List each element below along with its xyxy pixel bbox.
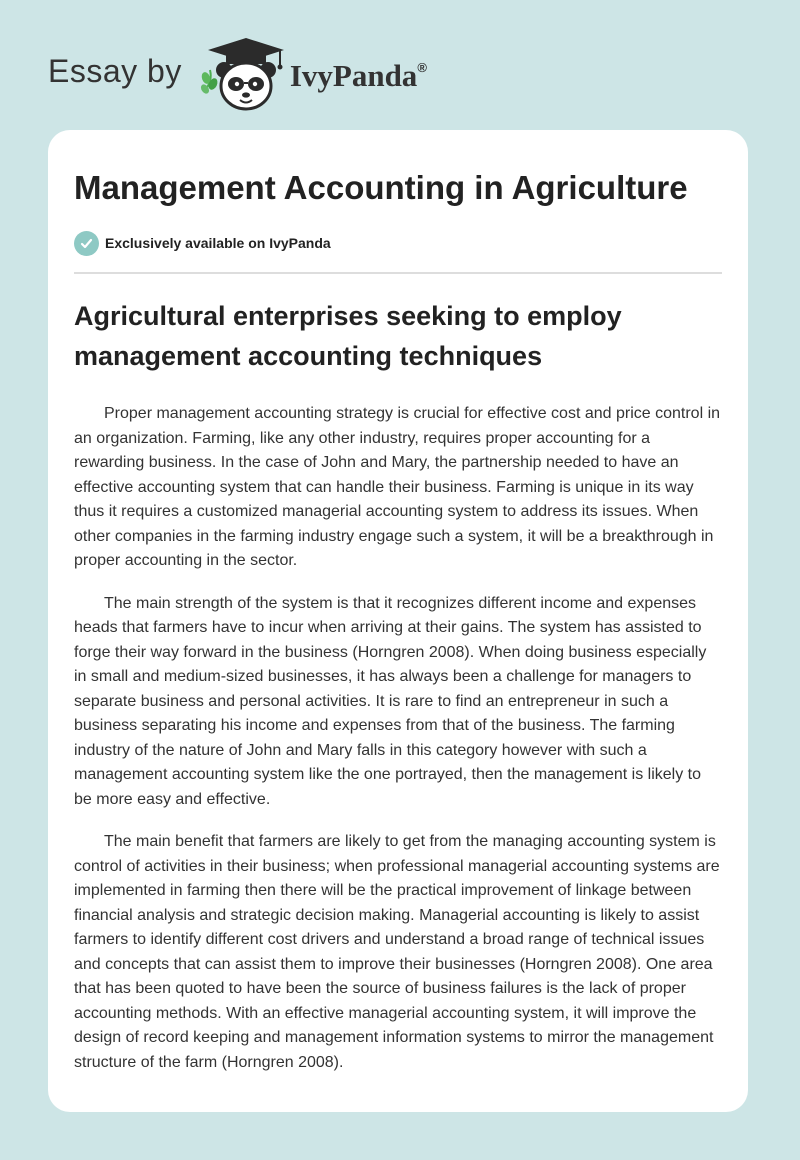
- essay-by-label: Essay by: [48, 52, 182, 89]
- panda-graduate-icon: [196, 34, 288, 114]
- paragraph: Proper management accounting strategy is crucial for effective cost and price control in an organization. Farming, like any other industry, requires proper accounting for a rewarding business. In the case of John and Mary, the partnership needed to have an effective accounting system that can handle their business. Farming is unique in its way thus it requires a customized managerial accounting system to address its issues. When other companies in the farming industry engage such a system, it will be a breakthrough in proper accounting in the sector.: [74, 405, 721, 569]
- exclusive-label: Exclusively available on IvyPanda: [105, 235, 331, 251]
- divider: [74, 272, 722, 274]
- page-title: Management Accounting in Agriculture: [74, 169, 688, 206]
- paragraph: The main benefit that farmers are likely to get from the managing accounting system is control of activities in their business; when professional managerial accounting systems are implemented in farming then there will be the practical improvement of linkage between financial analysis and strategic decision making. Managerial accounting is likely to assist farmers to identify different cost drivers and understand a broad range of technical issues and concepts that can assist them to improve their businesses (Horngren 2008). One area that has been quoted to have been the source of business failures is the lack of proper accounting methods. With an effective managerial accounting system, it will improve the design of record keeping and management information systems to mirror the management structure of the farm (Horngren 2008).: [74, 833, 720, 1071]
- section-heading: Agricultural enterprises seeking to employ management accounting techniques: [74, 301, 622, 371]
- check-icon: [74, 231, 99, 256]
- paragraph: The main strength of the system is that it recognizes different income and expenses heads that farmers have to incur when arriving at their gains. The system has assisted to forge their way forward in the business (Horngren 2008). When doing business especially in small and medium-sized businesses, it has always been a challenge for managers to separate business and personal activities. It is rare to find an entrepreneur in such a business separating his income and expenses from that of the business. The farming industry of the nature of John and Mary falls in this category however with such a management accounting system like the one portrayed, then the management is likely to be more easy and effective.: [74, 594, 707, 808]
- essay-card: [48, 130, 748, 1112]
- site-header: [48, 34, 427, 114]
- brand-name: IvyPanda®: [289, 58, 427, 93]
- exclusive-badge: [74, 230, 722, 256]
- registered-mark: ®: [417, 60, 427, 75]
